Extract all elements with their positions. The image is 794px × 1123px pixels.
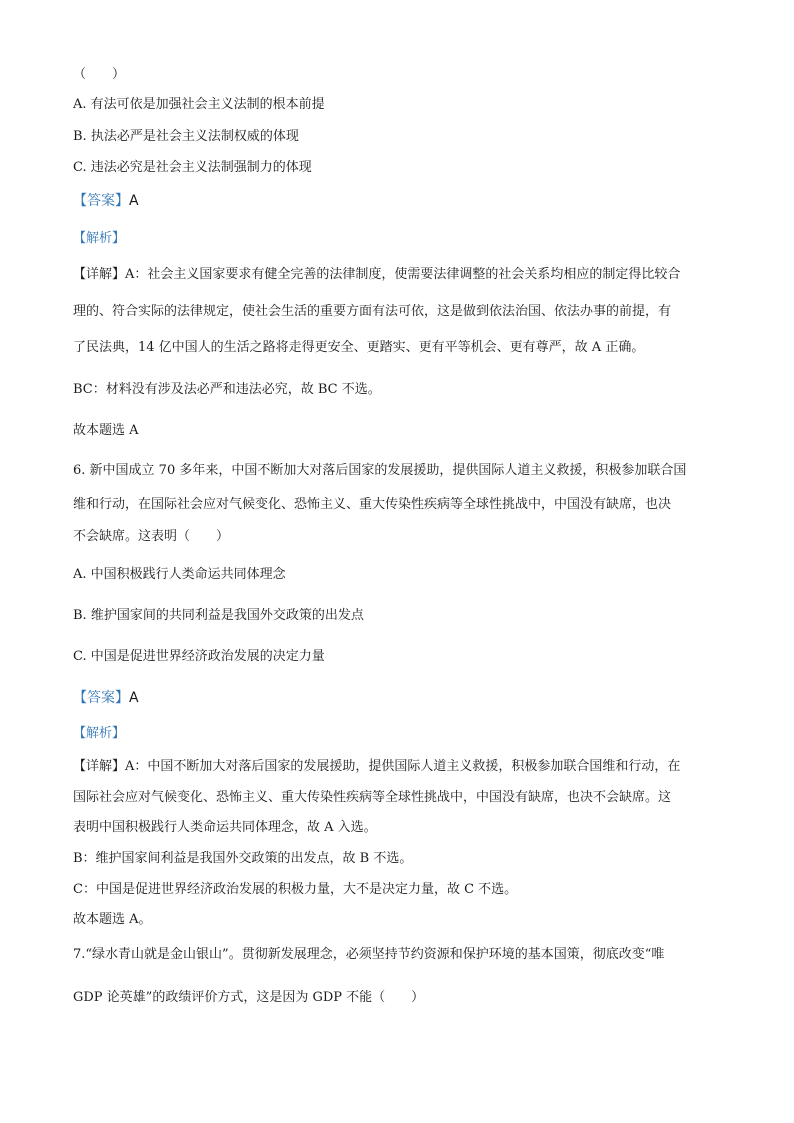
q5-detail-line-3: 了民法典，14 亿中国人的生活之路将走得更安全、更踏实、更有平等机会、更有尊严，故 A 正确。 (73, 340, 645, 355)
q6-detail-line-3: 表明中国积极践行人类命运共同体理念，故 A 入选。 (73, 820, 377, 835)
q6-option-c: C. 中国是促进世界经济政治发展的决定力量 (73, 649, 325, 664)
answer-value: A (129, 690, 139, 706)
q6-detail-line-1: 【详解】A：中国不断加大对落后国家的发展援助，提供国际人道主义救援，积极参加联合国维和行动，在 (73, 759, 681, 774)
detail-tag: 【详解】 (73, 759, 126, 774)
q5-detail-line-2: 理的、符合实际的法律规定，使社会生活的重要方面有法可依，这是做到依法治国、依法办事的前提，有 (73, 304, 672, 319)
q7-stem-line-1: 7.“绿水青山就是金山银山”。贯彻新发展理念，必须坚持节约资源和保护环境的基本国策，彻底改变“唯 (73, 947, 665, 962)
q5-conclusion: 故本题选 A (73, 423, 139, 438)
q5-option-b: B. 执法必严是社会主义法制权威的体现 (73, 129, 299, 144)
q6-detail-line-5: C：中国是促进世界经济政治发展的积极力量，大不是决定力量，故 C 不选。 (73, 882, 518, 897)
q6-detail-line-2: 国际社会应对气候变化、恐怖主义、重大传染性疾病等全球性挑战中，中国没有缺席，也决不会缺席。这 (73, 790, 672, 805)
q5-detail-line-4: BC：材料没有涉及法必严和违法必究，故 BC 不选。 (73, 382, 381, 397)
q6-analysis-tag: 【解析】 (73, 726, 126, 741)
q6-conclusion: 故本题选 A。 (73, 912, 152, 927)
q5-analysis-tag: 【解析】 (73, 231, 126, 246)
q5-stem-end: （ ） (73, 67, 126, 82)
answer-tag: 【答案】 (73, 690, 129, 706)
q6-stem-line-1: 6. 新中国成立 70 多年来，中国不断加大对落后国家的发展援助，提供国际人道主义救援，积极参加联合国 (73, 463, 687, 478)
q6-answer (73, 691, 139, 705)
q6-detail-line-4: B：维护国家间利益是我国外交政策的出发点，故 B 不选。 (73, 851, 413, 866)
q6-option-a: A. 中国积极践行人类命运共同体理念 (73, 567, 286, 582)
answer-tag: 【答案】 (73, 193, 129, 209)
q6-option-b: B. 维护国家间的共同利益是我国外交政策的出发点 (73, 608, 364, 623)
q6-stem-line-2: 维和行动，在国际社会应对气候变化、恐怖主义、重大传染性疾病等全球性挑战中，中国没有缺席，也决 (73, 497, 672, 512)
q7-stem-line-2: GDP 论英雄”的政绩评价方式，这是因为 GDP 不能（ ） (73, 990, 425, 1005)
detail-tag: 【详解】 (73, 267, 126, 282)
answer-value: A (129, 193, 139, 209)
q5-option-a: A. 有法可依是加强社会主义法制的根本前提 (73, 97, 325, 112)
q5-answer (73, 194, 139, 208)
q6-stem-line-3: 不会缺席。这表明（ ） (73, 529, 230, 544)
q5-detail-line-1: 【详解】A：社会主义国家要求有健全完善的法律制度，使需要法律调整的社会关系均相应的制定得比较合 (73, 267, 681, 282)
q5-option-c: C. 违法必究是社会主义法制强制力的体现 (73, 160, 312, 175)
